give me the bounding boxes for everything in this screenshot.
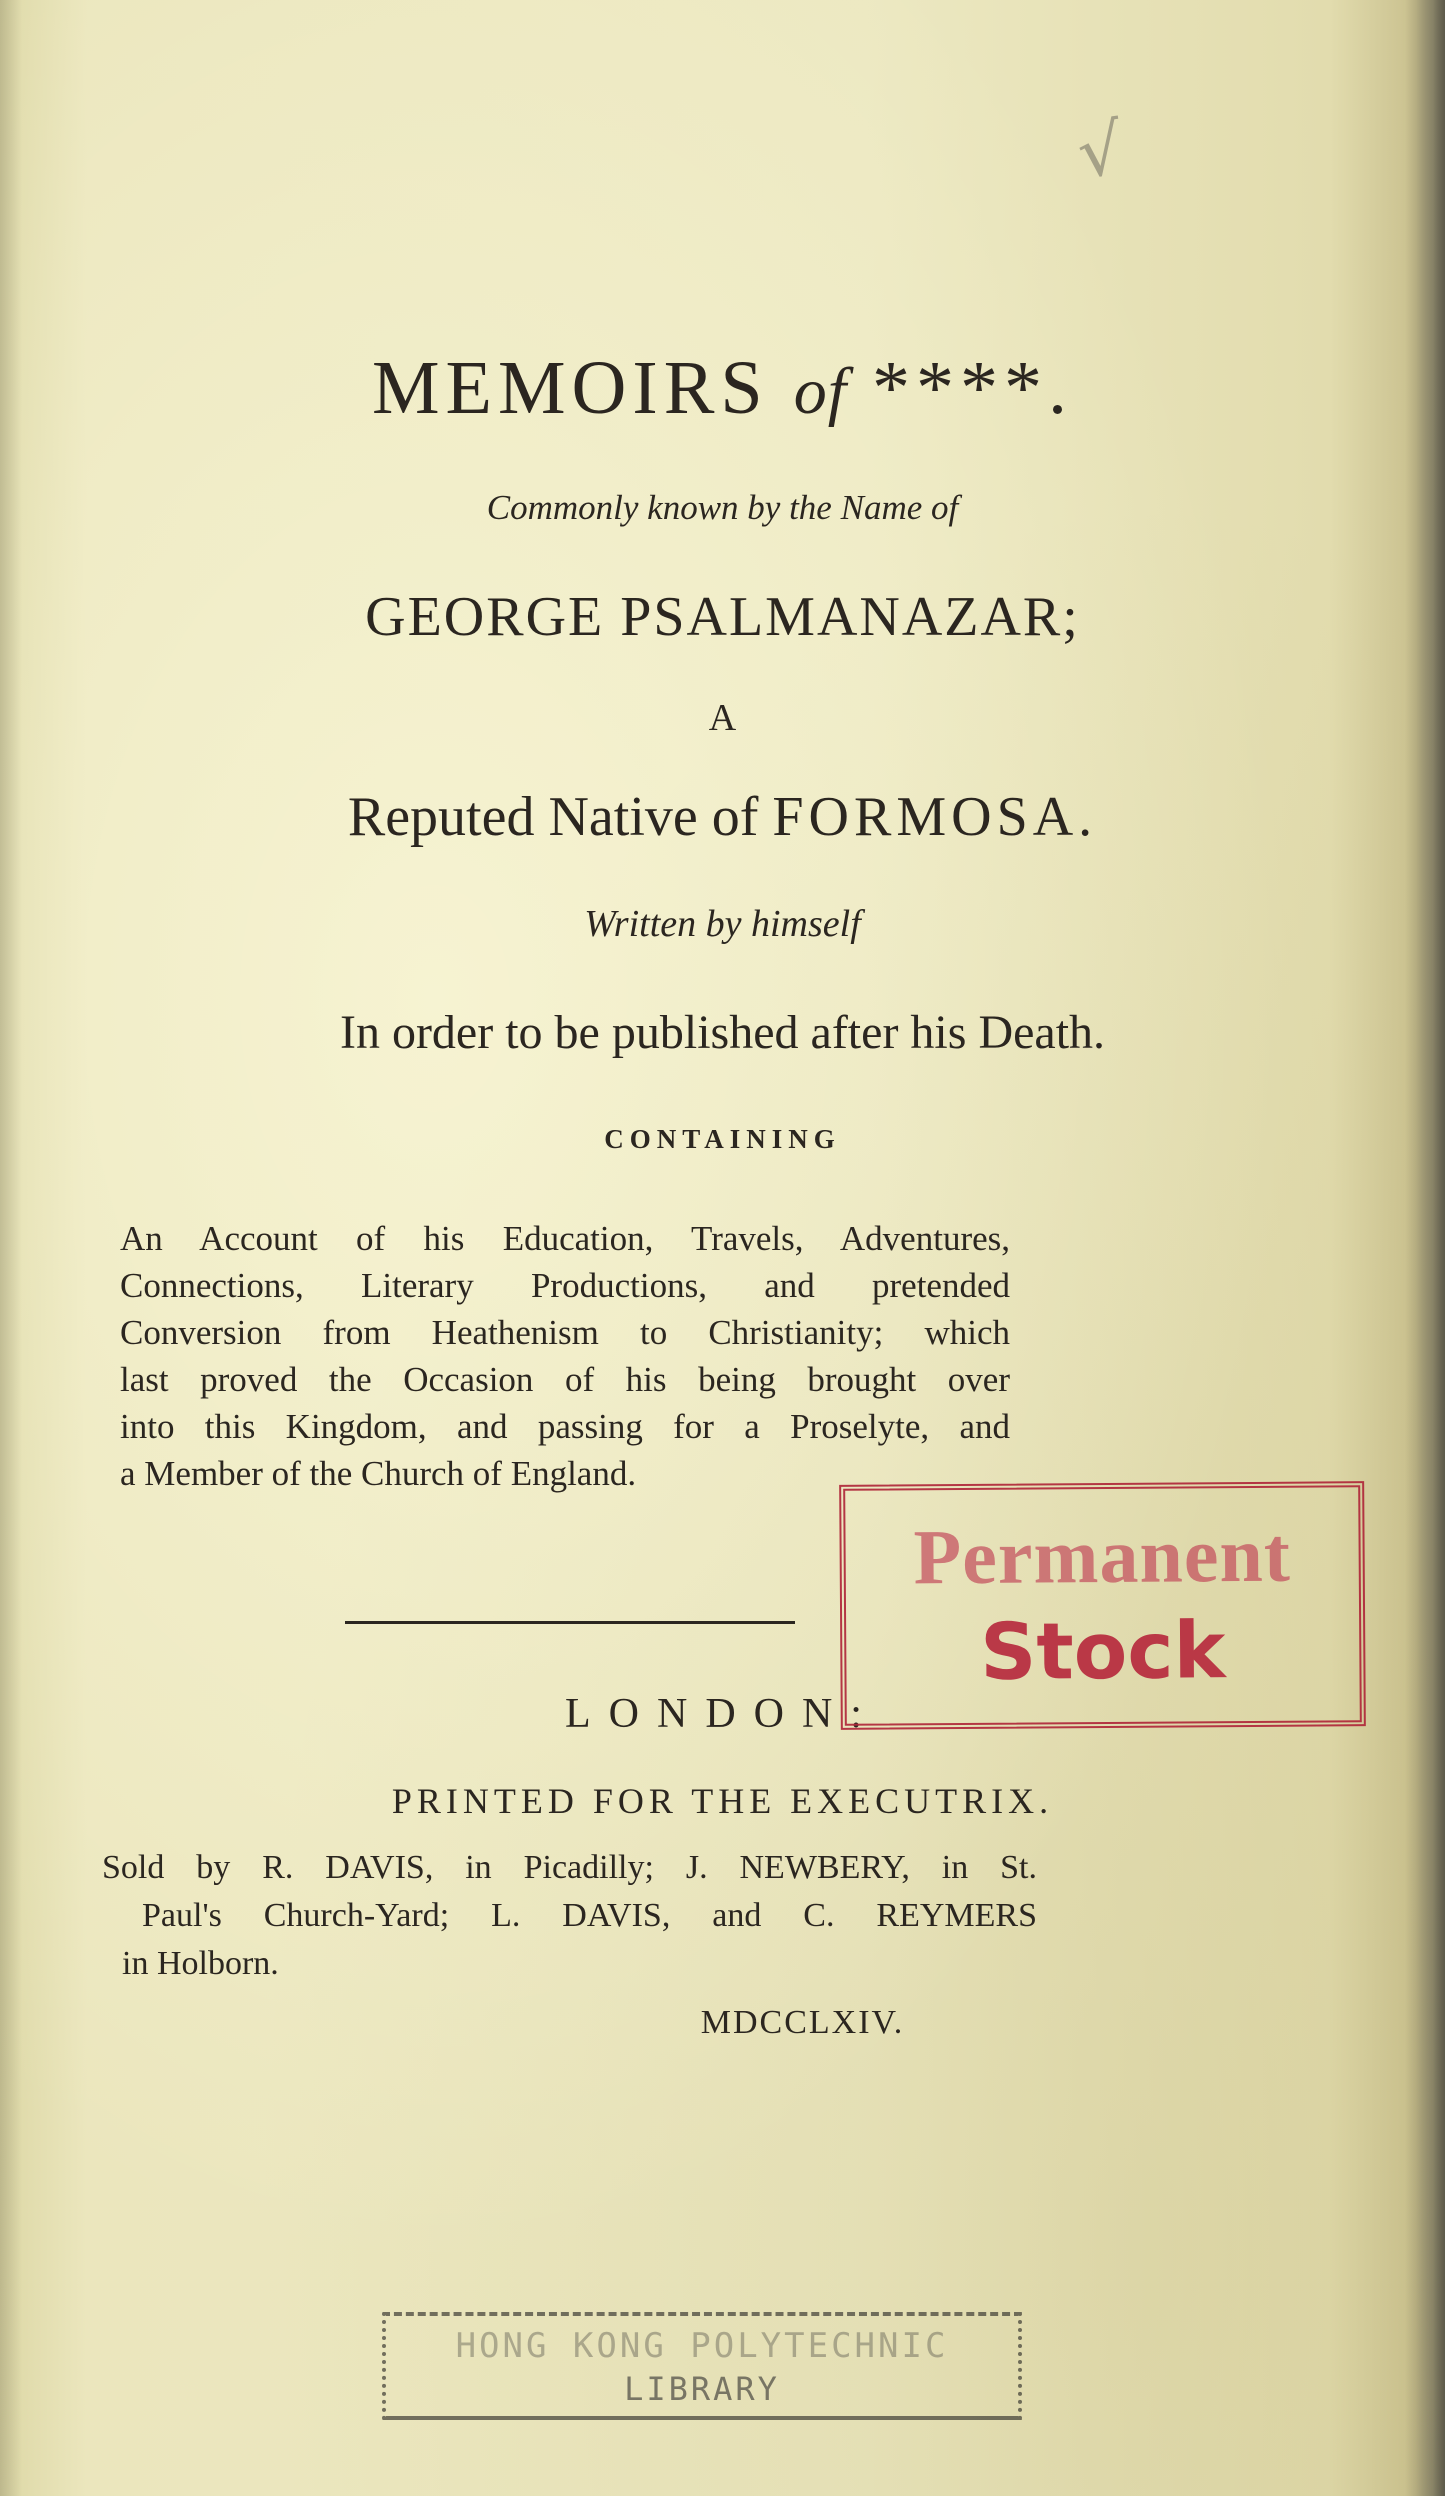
imprint-line: in Holborn. <box>122 1945 279 1982</box>
description-line: Connections, Literary Productions, and pretended <box>120 1266 1010 1305</box>
imprint-printer: PRINTED FOR THE EXECUTRIX. <box>391 1781 1054 1821</box>
divider-rule <box>345 1621 795 1624</box>
description-line: a Member of the Church of England. <box>120 1454 637 1493</box>
library-stamp <box>382 2312 1022 2420</box>
description-line: An Account of his Education, Travels, Adventures, <box>120 1219 1010 1258</box>
subtitle-line: Commonly known by the Name of <box>486 488 959 527</box>
description-line: into this Kingdom, and passing for a Proselyte, and <box>120 1407 1010 1446</box>
stamp-line-permanent: Permanent <box>913 1510 1292 1601</box>
permanent-stock-stamp <box>839 1481 1366 1730</box>
pencil-check-mark: √ <box>1072 107 1129 195</box>
description-line: last proved the Occasion of his being brought over <box>120 1360 1010 1399</box>
book-title <box>0 345 1445 432</box>
imprint-line: Sold by R. DAVIS, in Picadilly; J. NEWBERY, in St. <box>102 1849 1037 1886</box>
title-of: of <box>793 355 848 428</box>
imprint-line: Paul's Church-Yard; L. DAVIS, and C. REYMERS <box>142 1897 1037 1934</box>
description-line: Conversion from Heathenism to Christianity; which <box>120 1313 1010 1352</box>
imprint-date: MDCCLXIV. <box>700 2004 905 2041</box>
article-a: A <box>708 697 737 739</box>
reputed-place: FORMOSA. <box>772 786 1098 848</box>
title-stars: ****. <box>872 346 1074 430</box>
library-stamp-line1: HONG KONG POLYTECHNIC <box>455 2326 949 2366</box>
publish-note-line: In order to be published after his Death. <box>339 1006 1106 1059</box>
stamp-line-stock: Stock <box>979 1606 1226 1698</box>
reputed-native-line <box>0 785 1445 849</box>
containing-heading: CONTAINING <box>604 1124 841 1154</box>
title-main: MEMOIRS <box>371 346 769 430</box>
library-stamp-line2: LIBRARY <box>624 2370 780 2408</box>
reputed-prefix: Reputed Native of <box>347 786 759 848</box>
imprint-sellers <box>102 1844 1037 1988</box>
imprint-place: LONDON: <box>565 1691 880 1737</box>
author-name: GEORGE PSALMANAZAR; <box>365 586 1080 648</box>
description-paragraph <box>120 1215 1010 1497</box>
written-by-line: Written by himself <box>584 903 861 945</box>
